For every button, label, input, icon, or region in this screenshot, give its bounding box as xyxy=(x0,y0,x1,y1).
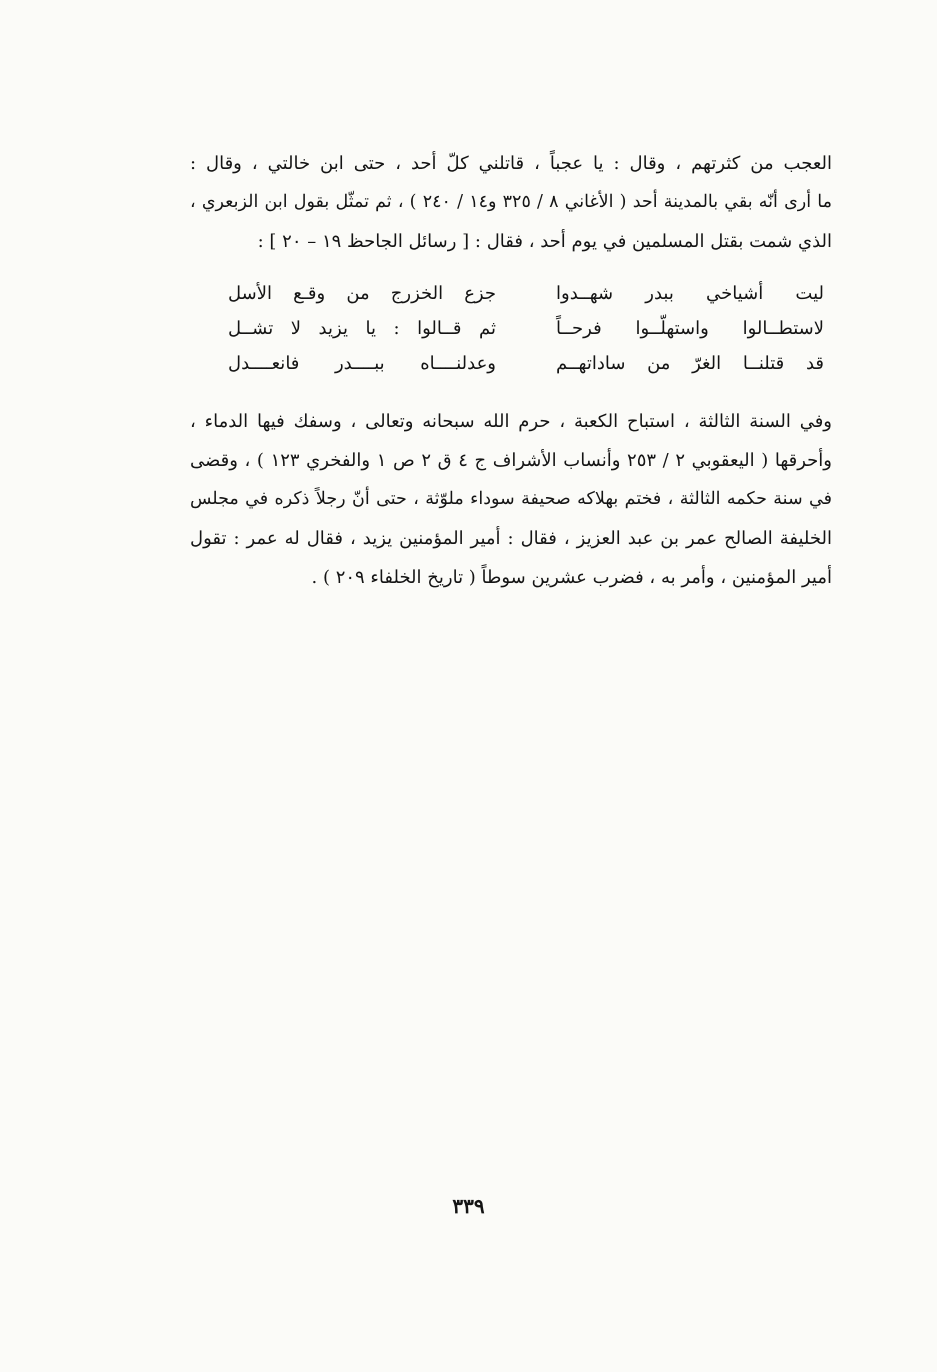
verse-first-hemistich: ليت أشياخي ببدر شهــدوا xyxy=(556,283,824,304)
verse-second-hemistich: ثم قــالوا : يا يزيد لا تشــل xyxy=(228,318,496,339)
text-line: وفي السنة الثالثة ، استباح الكعبة ، حرم الله سبحانه وتعالى ، وسفك فيها الدماء ، xyxy=(190,411,832,432)
text-line: العجب من كثرتهم ، وقال : يا عجباً ، قاتلني كلّ أحد ، حتى ابن خالتي ، وقال : xyxy=(190,153,832,174)
text-line: ما أرى أنّه بقي بالمدينة أحد ( الأغاني ٨ / ٣٢٥ و١٤ / ٢٤٠ ) ، ثم تمثّل بقول ابن الزبعري ، xyxy=(190,192,833,212)
text-line: الخليفة الصالح عمر بن عبد العزيز ، فقال : أمير المؤمنين يزيد ، فقال له عمر : تقول xyxy=(190,528,832,549)
poem-verse xyxy=(228,311,824,346)
intro-paragraph xyxy=(190,144,832,261)
poem-verse xyxy=(228,346,824,381)
verse-second-hemistich: وعدلنــــاه ببــــدر فانعــــدل xyxy=(228,353,496,374)
text-line: في سنة حكمه الثالثة ، فختم بهلاكه صحيفة سوداء ملوّثة ، حتى أنّ رجلاً ذكره في مجلس xyxy=(190,489,832,509)
closing-paragraph xyxy=(190,402,832,597)
text-line: وأحرقها ( اليعقوبي ٢ / ٢٥٣ وأنساب الأشراف ج ٤ ق ٢ ص ١ والفخري ١٢٣ ) ، وقضى xyxy=(190,450,833,471)
verse-second-hemistich: جزع الخزرج من وقـع الأسل xyxy=(228,283,496,304)
text-line: أمير المؤمنين ، وأمر به ، فضرب عشرين سوطاً ( تاريخ الخلفاء ٢٠٩ ) . xyxy=(311,567,832,588)
verse-first-hemistich: قد قتلنــا الغرّ من ساداتهــم xyxy=(556,353,824,374)
verse-first-hemistich: لاستطــالوا واستهلّــوا فرحــاً xyxy=(556,318,824,339)
text-line: الذي شمت بقتل المسلمين في يوم أحد ، فقال : [ رسائل الجاحظ ١٩ – ٢٠ ] : xyxy=(257,231,832,252)
poem-block xyxy=(228,276,824,381)
poem-verse xyxy=(228,276,824,311)
page-number: ٣٣٩ xyxy=(452,1194,485,1218)
